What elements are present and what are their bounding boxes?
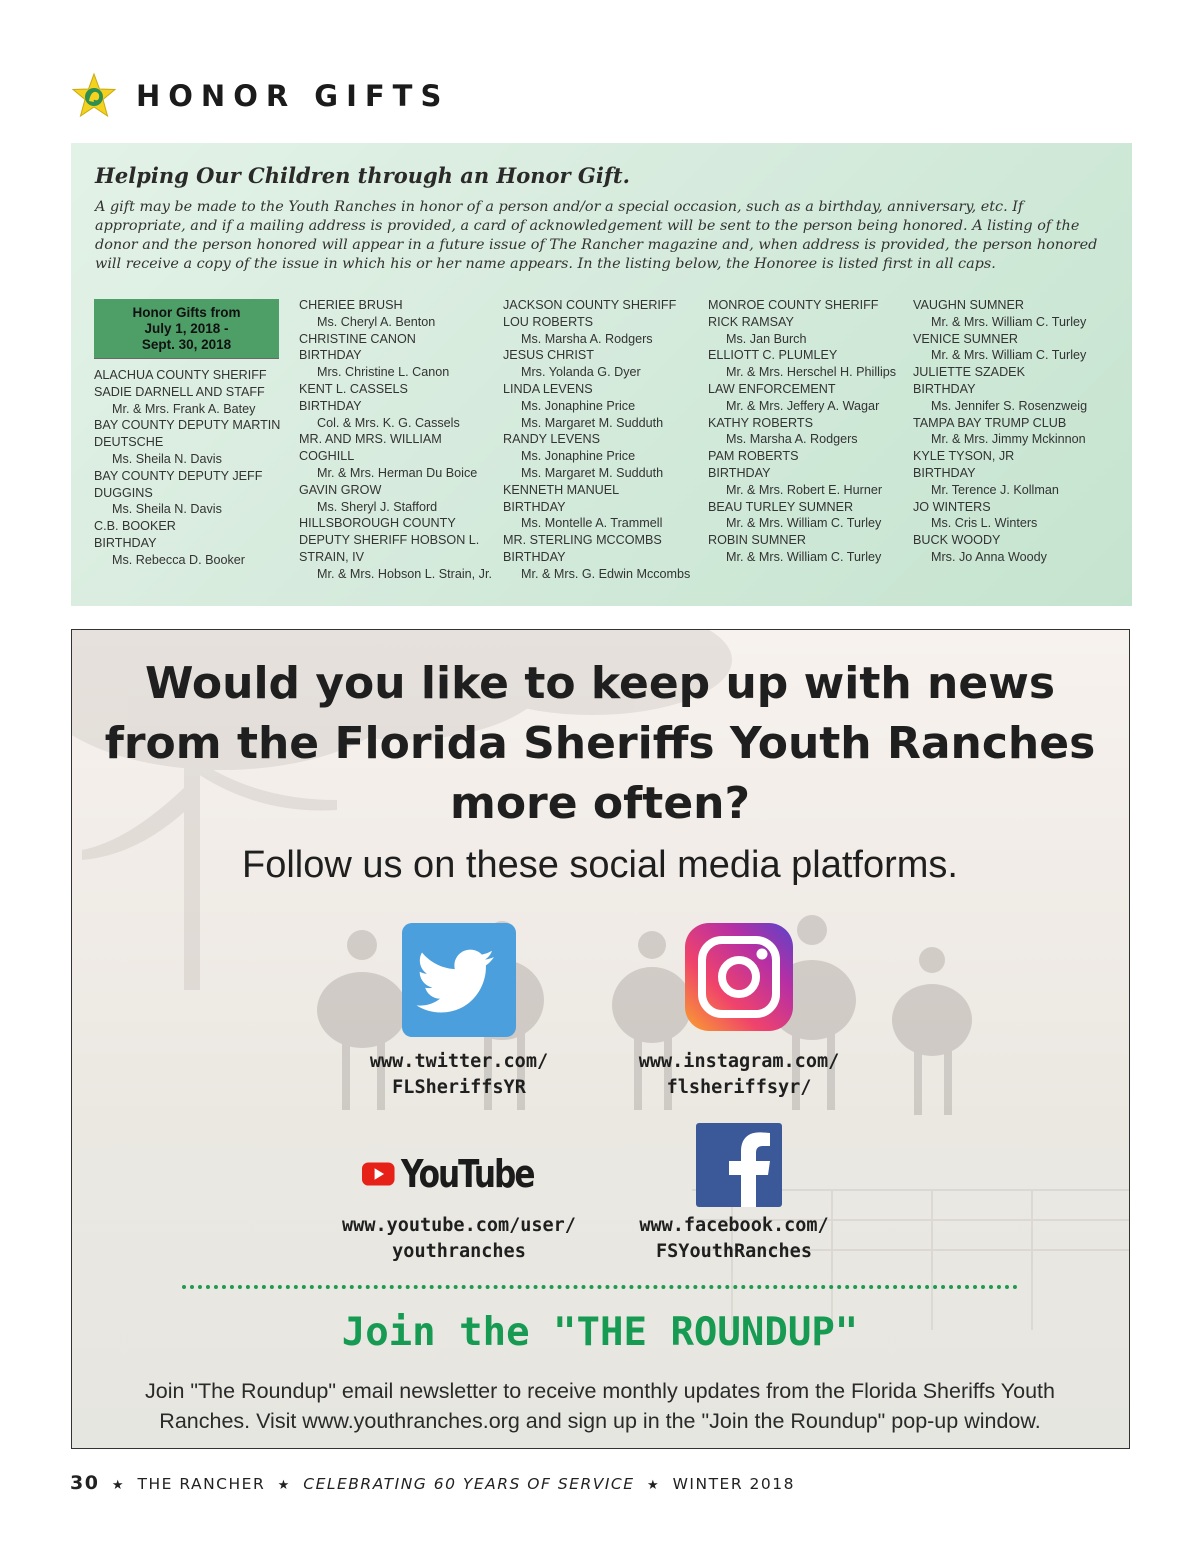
donor-name: Mr. & Mrs. G. Edwin Mccombs (521, 566, 691, 581)
honor-column-1 (94, 367, 280, 569)
donor-name: Mr. & Mrs. Hobson L. Strain, Jr. (317, 566, 492, 581)
honoree-name: MONROE COUNTY SHERIFF (708, 298, 879, 312)
donor-name: Ms. Jonaphine Price (521, 398, 636, 413)
donor-name: Mr. & Mrs. Frank A. Batey (112, 401, 256, 416)
honor-panel-description: A gift may be made to the Youth Ranches in honor of a person and/or a special occasion, such as a birthday, anniversary, etc. If appropriate, and if a mailing address is provided, a card of acknowledgement will be sent to the person being honored. A listing of the donor and the person honored will appear in a future issue of The Rancher magazine and, when address is provided, the person honored will receive a copy of the issue in which his or her name appears. In the listing below, the Honoree is listed first in all caps. (95, 199, 1098, 272)
donor-name: Mrs. Christine L. Canon (317, 365, 450, 380)
honoree-name: BIRTHDAY (708, 465, 771, 480)
honoree-name: JACKSON COUNTY SHERIFF (503, 298, 677, 312)
youtube-logo[interactable] (362, 1152, 562, 1196)
honoree-name: KENT L. CASSELS (299, 381, 408, 396)
publication-name: THE RANCHER (137, 1475, 266, 1493)
period-line: Honor Gifts from (132, 305, 241, 320)
honoree-name: HILLSBOROUGH COUNTY (299, 516, 456, 531)
honoree-name: PAM ROBERTS (708, 449, 799, 464)
honoree-name: BIRTHDAY (913, 465, 976, 480)
honor-column-4 (708, 297, 896, 566)
donor-name: Ms. Marsha A. Rodgers (521, 331, 653, 346)
honoree-name: CHERIEE BRUSH (299, 298, 403, 312)
honoree-name: MR. AND MRS. WILLIAM (299, 432, 442, 447)
donor-name: Col. & Mrs. K. G. Cassels (317, 415, 460, 430)
honor-column-3 (503, 297, 690, 583)
footer-star-icon: ★ (277, 1478, 291, 1493)
twitter-icon[interactable] (402, 923, 516, 1037)
issue-date: WINTER 2018 (672, 1475, 795, 1493)
honoree-name: ALACHUA COUNTY SHERIFF (94, 368, 267, 382)
donor-name: Mr. & Mrs. Jeffery A. Wagar (726, 398, 880, 413)
honoree-name: DEPUTY SHERIFF HOBSON L. (299, 533, 480, 548)
twitter-link[interactable] (329, 1049, 589, 1101)
honoree-name: BIRTHDAY (503, 499, 566, 514)
donor-name: Ms. Margaret M. Sudduth (521, 415, 664, 430)
page-footer (70, 1472, 795, 1494)
url-line: flsheriffsyr/ (666, 1077, 812, 1098)
honor-panel-title: Helping Our Children through an Honor Gift. (95, 163, 630, 188)
footer-tagline: CELEBRATING 60 YEARS OF SERVICE (303, 1475, 635, 1493)
donor-name: Ms. Marsha A. Rodgers (726, 432, 858, 447)
ad-headline (72, 654, 1128, 834)
honoree-name: BIRTHDAY (913, 381, 976, 396)
donor-name: Ms. Sheila N. Davis (112, 451, 222, 466)
honoree-name: BIRTHDAY (94, 535, 157, 550)
donor-name: Mrs. Jo Anna Woody (931, 549, 1047, 564)
honoree-name: RICK RAMSAY (708, 314, 794, 329)
honor-column-2 (299, 297, 492, 583)
honoree-name: JESUS CHRIST (503, 348, 594, 363)
honoree-name: KATHY ROBERTS (708, 415, 813, 430)
honoree-name: DUGGINS (94, 485, 153, 500)
instagram-icon[interactable] (685, 923, 793, 1031)
url-line: www.instagram.com/ (638, 1051, 840, 1072)
url-line: www.facebook.com/ (639, 1215, 829, 1236)
honoree-name: LOU ROBERTS (503, 314, 594, 329)
donor-name: Mr. & Mrs. William C. Turley (726, 516, 882, 531)
donor-name: Mrs. Yolanda G. Dyer (521, 365, 641, 380)
donor-name: Ms. Jonaphine Price (521, 449, 636, 464)
donor-name: Mr. & Mrs. William C. Turley (931, 348, 1087, 363)
honoree-name: ELLIOTT C. PLUMLEY (708, 348, 838, 363)
honoree-name: BIRTHDAY (299, 398, 362, 413)
donor-name: Mr. & Mrs. William C. Turley (726, 549, 882, 564)
roundup-body: Join "The Roundup" email newsletter to receive monthly updates from the Florida Sheriffs Youth Ranches. Visit www.youthranches.org and sign up in the "Join the Roundup" pop-up window. (144, 1379, 1055, 1433)
url-line: youthranches (392, 1241, 526, 1262)
url-line: FLSheriffsYR (392, 1077, 526, 1098)
donor-name: Mr. & Mrs. Jimmy Mckinnon (931, 432, 1086, 447)
donor-name: Mr. & Mrs. William C. Turley (931, 314, 1087, 329)
youtube-play-icon (362, 1152, 395, 1196)
honoree-name: BIRTHDAY (299, 348, 362, 363)
dotted-divider (182, 1285, 1018, 1289)
donor-name: Ms. Sheila N. Davis (112, 502, 222, 517)
instagram-link[interactable] (609, 1049, 869, 1101)
donor-name: Mr. & Mrs. Herman Du Boice (317, 465, 478, 480)
donor-name: Ms. Jennifer S. Rosenzweig (931, 398, 1088, 413)
page-header (70, 70, 449, 122)
honoree-name: KYLE TYSON, JR (913, 449, 1015, 464)
honoree-name: RANDY LEVENS (503, 432, 601, 447)
ad-subhead: Follow us on these social media platforms. (242, 844, 958, 886)
footer-star-icon: ★ (646, 1478, 661, 1493)
youtube-link[interactable] (314, 1213, 604, 1265)
youtube-wordmark: YouTube (400, 1152, 533, 1196)
honor-column-5 (913, 297, 1087, 566)
honoree-name: LAW ENFORCEMENT (708, 381, 836, 396)
honoree-name: TAMPA BAY TRUMP CLUB (913, 415, 1067, 430)
honoree-name: KENNETH MANUEL (503, 482, 620, 497)
honoree-name: BAY COUNTY DEPUTY MARTIN (94, 418, 281, 433)
donor-name: Mr. & Mrs. Herschel H. Phillips (726, 365, 897, 380)
donor-name: Ms. Montelle A. Trammell (521, 516, 663, 531)
page-title: HONOR GIFTS (136, 79, 450, 113)
honoree-name: BUCK WOODY (913, 533, 1001, 548)
donor-name: Ms. Cris L. Winters (931, 516, 1038, 531)
honor-gifts-panel (71, 143, 1132, 606)
roundup-title: Join the "THE ROUNDUP" (341, 1310, 859, 1355)
donor-name: Ms. Rebecca D. Booker (112, 552, 245, 567)
honoree-name: DEUTSCHE (94, 435, 164, 450)
honoree-name: BEAU TURLEY SUMNER (708, 499, 854, 514)
url-line: FSYouthRanches (656, 1241, 812, 1262)
donor-name: Ms. Sheryl J. Stafford (317, 499, 438, 514)
honoree-name: STRAIN, IV (299, 549, 365, 564)
honoree-name: MR. STERLING MCCOMBS (503, 533, 662, 548)
period-box (94, 299, 279, 358)
footer-star-icon: ★ (111, 1478, 126, 1493)
sheriff-star-icon (70, 72, 118, 120)
honoree-name: LINDA LEVENS (503, 381, 593, 396)
honoree-name: C.B. BOOKER (94, 519, 176, 534)
period-box-divider (94, 358, 279, 359)
facebook-link[interactable] (604, 1213, 864, 1265)
donor-name: Ms. Cheryl A. Benton (317, 314, 436, 329)
period-line: Sept. 30, 2018 (141, 337, 232, 352)
headline-line: Would you like to keep up with news (144, 658, 1056, 709)
donor-name: Ms. Jan Burch (726, 331, 807, 346)
honoree-name: GAVIN GROW (299, 482, 382, 497)
donor-name: Mr. & Mrs. Robert E. Hurner (726, 482, 883, 497)
honoree-name: JULIETTE SZADEK (913, 365, 1025, 380)
honoree-name: VAUGHN SUMNER (913, 298, 1025, 312)
honoree-name: VENICE SUMNER (913, 331, 1018, 346)
honoree-name: BAY COUNTY DEPUTY JEFF (94, 468, 263, 483)
honoree-name: SADIE DARNELL AND STAFF (94, 384, 265, 399)
honoree-name: JO WINTERS (913, 499, 991, 514)
honoree-name: COGHILL (299, 449, 355, 464)
facebook-icon[interactable] (696, 1123, 782, 1207)
donor-name: Mr. Terence J. Kollman (931, 482, 1059, 497)
url-line: www.twitter.com/ (369, 1051, 549, 1072)
social-media-ad (71, 629, 1130, 1449)
period-line: July 1, 2018 - (144, 321, 229, 336)
headline-line: from the Florida Sheriffs Youth Ranches (104, 718, 1096, 769)
honoree-name: ROBIN SUMNER (708, 533, 806, 548)
headline-line: more often? (449, 778, 751, 829)
donor-name: Ms. Margaret M. Sudduth (521, 465, 664, 480)
url-line: www.youtube.com/user/ (342, 1215, 576, 1236)
page-number: 30 (70, 1472, 100, 1494)
honoree-name: BIRTHDAY (503, 549, 566, 564)
honoree-name: CHRISTINE CANON (299, 331, 416, 346)
